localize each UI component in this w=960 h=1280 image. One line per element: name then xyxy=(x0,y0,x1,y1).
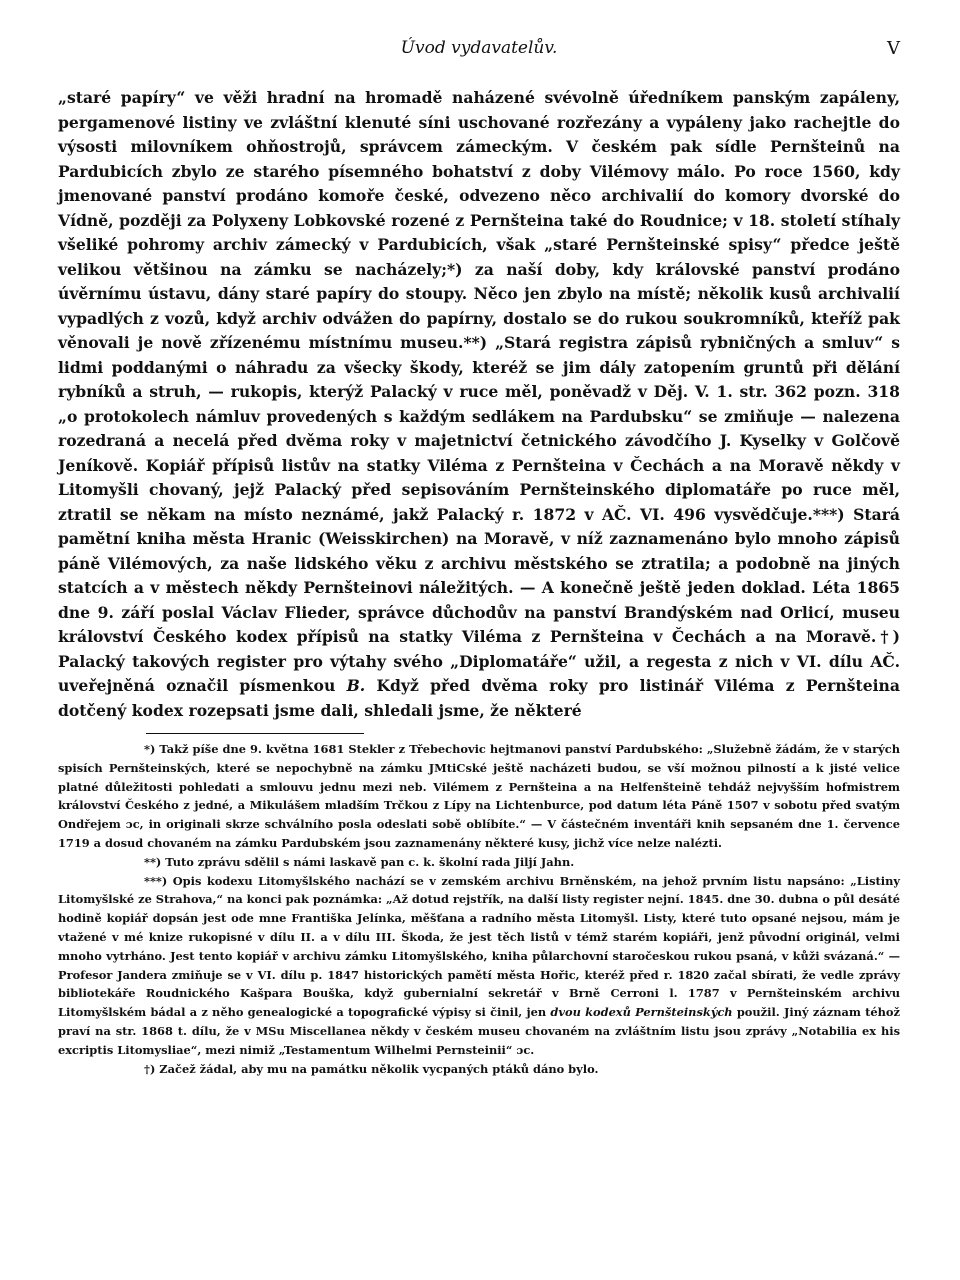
body-text-main: „staré papíry“ ve věži hradní na hromadě naházené svévolně úředníkem panským zapáleny, pergamenové listiny ve zvláštní klenuté síni uschované rozřezány a vypáleny jako rachejtle do výsosti milovníkem ohňostrojů, správcem zámeckým. V českém pak sídle Pernšteinů na Pardubicích zbylo ze starého písemného bohatství z doby Vilémovy málo. Po roce 1560, kdy jmenované panství prodáno komoře české, odvezeno něco archivalií do komory dvorské do Vídně, později za Polyxeny Lobkovské rozené z Pernšteina také do Roudnice; v 18. století stíhaly všeliké pohromy archiv zámecký v Pardubicích, však „staré Pernšteinské spisy“ předce ještě velikou většinou na zámku se nacházely;*) za naší doby, kdy královské panství prodáno úvěrnímu ústavu, dány staré papíry do stoupy. Něco jen zbylo na místě; několik kusů archivalií vypadlých z vozů, když archiv odvážen do papírny, dostalo se do rukou soukromníků, kteříž pak věnovali je nově zřízenému místnímu museu.**) „Stará registra zápisů rybničných a smluv“ s lidmi poddanými o náhradu za všecky škody, kteréž se jim dály zatopením gruntů při dělání rybníků a struh, — rukopis, kterýž Palacký v ruce měl, poněvadž v Děj. V. 1. str. 362 pozn. 318 „o protokolech námluv provedených s každým sedlákem na Pardubsku“ se zmiňuje — nalezena rozedraná a necelá před dvěma roky v majetnictví četnického závodčího J. Kyselky v Golčově Jeníkově. Kopiář přípisů listův na statky Viléma z Pernšteina v Čechách a na Moravě někdy v Litomyšli chovaný, jejž Palacký před sepisováním Pernšteinského diplomatáře po ruce měl, ztratil se někam na místo neznámé, jakž Palacký r. 1872 v AČ. VI. 496 vysvědčuje.***) Stará pamětní kniha města Hranic (Weisskirchen) na Moravě, v níž zaznamenáno bylo mnoho zápisů páně Vilémových, za naše lidského věku z archivu městského se ztratila; a podobně na jiných statcích a v městech někdy Pernšteinovi náležitých. — A konečně ještě jeden doklad. Léta 1865 dne 9. září poslal Václav Flieder, správce důchodův na panství Brandýském nad Orlicí, museu království Českého kodex přípisů na statky Viléma z Pernšteina v Čechách a na Moravě.†) Palacký takových register pro výtahy svého „Diplomatáře“ užil, a regesta z nich v VI. dílu AČ. uveřejněná označil písmenkou xyxy=(58,88,900,695)
footnote-3-text-a: ***) Opis kodexu Litomyšlského nachází se v zemském archivu Brněnském, na jehož prvním listu napsáno: „Listiny Litomyšlské ze Strahova,“ na konci pak poznámka: „Až dotud rejstřík, na další listy register nejní. 1845. dne 30. dubna o půl desáté hodině kopiář dopsán jest ode mne Františka Jelínka, měšťana a radního města Litomyšl. Listy, které tuto opsané nejsou, mám je vtažené v mé knize rukopisné v dílu II. a v dílu III. Škoda, že jest těch listů v témž starém kopiáři, jenž původní originál, velmi mnoho vytrháno. Jest tento kopiář v archivu zámku Litomyšlského, kniha půlarchovní staročeskou rukou psaná, v kůži svázaná.“ — Profesor Jandera zmiňuje se v VI. dílu p. 1847 historických pamětí města Hořic, kteréž před r. 1820 začal sbírati, že vedle zprávy bibliotekáře Roudnického Kašpara Bouška, když gubernialní sekretář v Brně Cerroni l. 1787 v Pernšteinském archivu Litomyšlském bádal a z něho genealogické a topografické výpisy si činil, jen xyxy=(58,873,900,1020)
footnotes xyxy=(58,740,900,1078)
page-header xyxy=(58,34,900,64)
body-paragraph xyxy=(58,86,900,723)
body-text-end: Když před dvěma roky pro listinář Viléma z Pernšteina dotčený kodex rozepsati jsme dali, shledali jsme, že některé xyxy=(58,676,900,720)
body-letter-b: B. xyxy=(346,676,366,695)
document-page xyxy=(58,34,900,1078)
page-number: V xyxy=(887,38,900,59)
footnote-separator xyxy=(146,733,364,734)
footnote-2: **) Tuto zprávu sdělil s námi laskavě pan c. k. školní rada Jiljí Jahn. xyxy=(144,854,575,869)
footnote-3 xyxy=(58,872,900,1060)
footnote-3-italic: dvou kodexů Pernšteinských xyxy=(550,1005,733,1020)
footnote-4: †) Začež žádal, aby mu na památku několik vycpaných ptáků dáno bylo. xyxy=(144,1061,599,1076)
footnote-1: *) Takž píše dne 9. května 1681 Stekler z Třebechovic hejtmanovi panství Pardubského: „Služebně žádám, že v starých spisích Pernšteinských, které se nepochybně na zámku JMtiCské ještě nacházeti budou, se vší možnou pilností a k jisté velice platné důležitosti pohledati a smlouvu jednu mezi neb. Vilémem z Pernšteina a na Helfenšteině tehdáž nejvyšším hofmistrem království Českého z jedné, a Mikulášem mladším Trčkou z Lípy na Lichtenburce, pod datum léta Páně 1507 v sobotu před svatým Ondřejem ɔc, in originali skrze schválního posla odeslati sobě oblíbíte.“ — V částečném inventáři knih sepsaném dne 1. července 1719 a dosud chovaném na zámku Pardubském jsou zaznamenány některé kusy, jichž více nelze nalézti. xyxy=(58,742,900,850)
running-head: Úvod vydavatelův. xyxy=(400,38,558,58)
footnote-3-text-b: použil. Jiný záznam téhož praví na str. 1868 t. dílu, že v MSu Miscellanea někdy v českém museu chovaném na zvláštním listu jsou zprávy „Notabilia ex his excriptis Litomysliae“, mezi nimiž „Testamentum Wilhelmi Pernsteinii“ ɔc. xyxy=(58,1005,901,1057)
